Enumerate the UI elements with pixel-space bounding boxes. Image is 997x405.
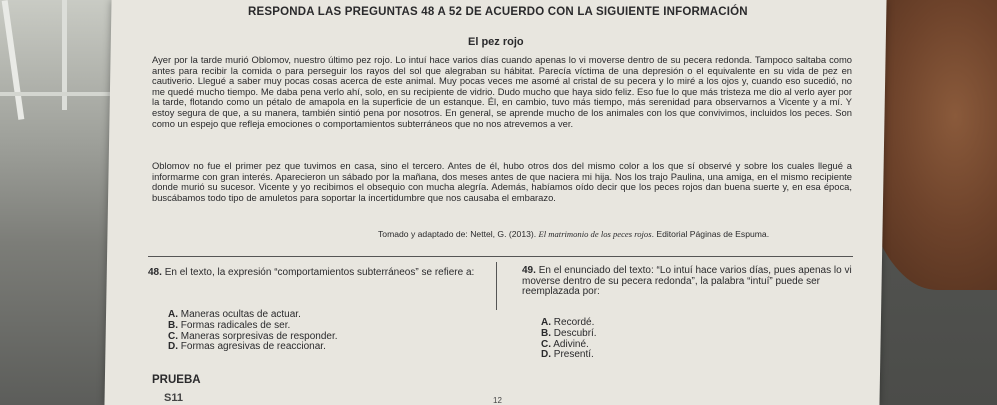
story-title: El pez rojo [468,36,524,48]
question-number: 49. [522,265,536,276]
option-text: Descubrí. [553,327,597,339]
story-paragraph-2: Oblomov no fue el primer pez que tuvimos en casa, sino el tercero. Antes de él, hubo otros dos del mismo color a los que sí observé y sobre los cuales llegué a informarme con gran interés. Aparecieron un sábado por la mañana, dos meses antes de que naciera mi hija. Nos los trajo Paulina, una amiga, en el mismo recipiente donde murió su sucesor. Vicente y yo recibimos el obsequio con mucha alegría. Además, habíamos oído decir que los peces rojos dan buena suerte y, en esa época, buscábamos todo tipo de amuletos para soportar la incertidumbre que nos causaba el embarazo. [152,160,852,203]
option-letter: A. [168,309,178,320]
option-text: Maneras sorpresivas de responder. [180,330,338,342]
citation-book-title: El matrimonio de los peces rojos [538,229,652,239]
option-text: Formas radicales de ser. [180,319,291,331]
option-letter: B. [168,319,178,331]
question-stem: En el enunciado del texto: “Lo intuí hace varios días, pues apenas lo vi moverse dentro de su pecera redonda”, la palabra “intuí” puede ser reemplazada por: [522,265,852,297]
option-letter: C. [541,338,551,350]
question-48 [148,267,488,278]
option-text: Formas agresivas de reaccionar. [180,341,326,353]
question-stem: En el texto, la expresión “comportamientos subterráneos” se refiere a: [164,267,475,278]
footer-label: PRUEBA [152,374,201,386]
question-49-options [541,318,597,361]
option-text: Presentí. [553,349,594,361]
option-letter: D. [541,349,551,361]
page-content [128,0,868,405]
section-instruction: RESPONDA LAS PREGUNTAS 48 A 52 DE ACUERDO CON LA SIGUIENTE INFORMACIÓN [248,6,748,18]
option-text: Adiviné. [553,338,589,350]
story-paragraph-1: Ayer por la tarde murió Oblomov, nuestro último pez rojo. Lo intuí hace varios días cuando apenas lo vi moverse dentro de su pecera redonda. Tampoco saltaba como antes para recibir la comida o para perseguir los rayos del sol que alegraban su hábitat. Parecía víctima de una depresión o el equivalente en su vida de pez en cautiverio. Llegué a saber muy pocas cosas acerca de este animal. Muy pocas veces me asomé al cristal de su pecera y lo miré a los ojos y, cuando eso sucedió, no me quedé mucho tiempo. Me daba pena verlo ahí, solo, en su recipiente de vidrio. Dudo mucho que haya sido feliz. Eso fue lo que más tristeza me dio al verlo ayer por la tarde, flotando como un pétalo de amapola en la superficie de un estanque. Él, en cambio, tuvo más tiempo, más serenidad para observarnos a Vicente y a mí. Y estoy segura de que, a su manera, también sintió pena por nosotros. En general, se aprende mucho de los animales con los que convivimos, incluidos los peces. Son como un espejo que refleja emociones o comportamientos subterráneos que no nos atrevemos a ver. [152,54,852,129]
option-d[interactable] [541,350,597,361]
question-49 [522,266,852,298]
option-d[interactable] [168,342,338,353]
exam-code: S11 [164,392,183,404]
column-divider [496,262,497,310]
citation-suffix: . Editorial Páginas de Espuma. [651,229,770,239]
option-letter: D. [168,341,178,353]
source-citation [378,229,769,239]
option-letter: A. [541,317,551,328]
citation-prefix: Tomado y adaptado de: Nettel, G. (2013). [378,229,539,239]
page-number: 12 [493,396,502,405]
option-letter: C. [168,330,178,342]
background-railing [2,0,25,120]
question-48-options [168,310,338,353]
divider [148,256,853,257]
option-text: Maneras ocultas de actuar. [180,309,301,320]
option-text: Recordé. [553,317,595,328]
option-letter: B. [541,327,551,339]
question-number: 48. [148,267,162,278]
